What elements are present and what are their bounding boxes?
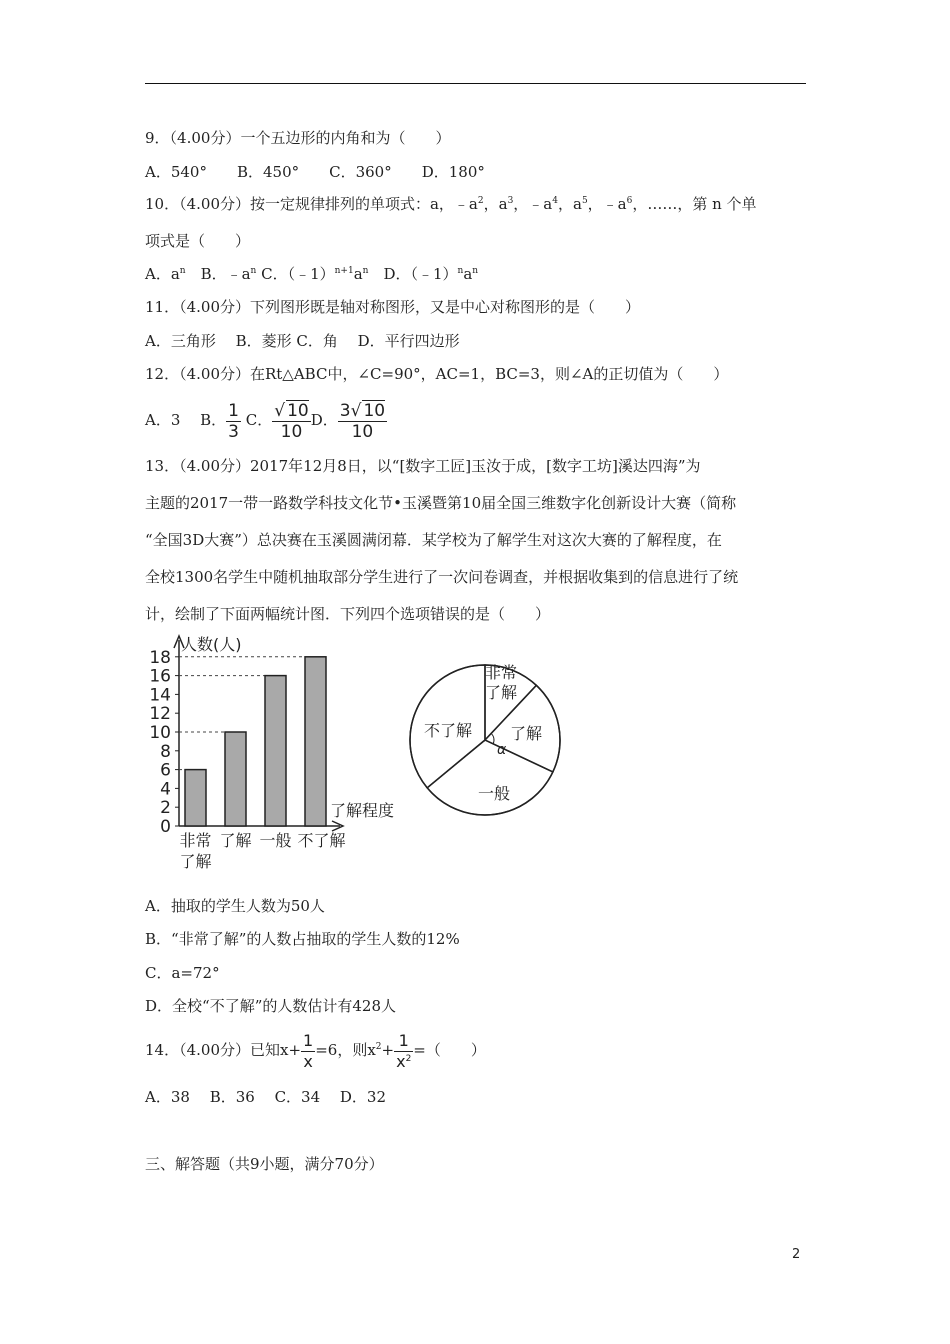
y-tick-label: 0 <box>160 817 171 837</box>
pie-chart <box>405 660 565 820</box>
pie-label: 了解 <box>509 724 543 743</box>
y-tick-label: 12 <box>149 704 171 725</box>
bar-不了解 <box>305 657 326 826</box>
q13-option-a: A．抽取的学生人数为50人 <box>145 897 325 915</box>
q13-option-c: C．a=72° <box>145 964 220 982</box>
x-category-label: 了解 <box>179 852 212 871</box>
q9-stem: 9．（4.00分）一个五边形的内角和为（ ） <box>145 129 451 147</box>
fraction-one-over-x-squared: $\frac{1}{x^2}$ <box>396 1030 412 1071</box>
q10-stem-line1: 10．（4.00分）按一定规律排列的单项式：a，$﹣a^2$，$a^3$，$﹣a^4$，$a^5$，$﹣a^6$，……，第 n 个单 <box>145 195 757 213</box>
pie-label: 了解 <box>484 683 518 702</box>
pie-label: 一般 <box>477 784 511 803</box>
q13-stem-line2: 主题的2017一带一路数学科技文化节•玉溪暨第10届全国三维数字化创新设计大赛（简称 <box>145 494 737 512</box>
y-axis-label: 人数(人) <box>181 635 242 654</box>
q14-options: A．38 B．36 C．34 D．32 <box>145 1088 387 1106</box>
q13-stem-line4: 全校1300名学生中随机抽取部分学生进行了一次问卷调查，并根据收集到的信息进行了统 <box>145 568 739 586</box>
x-axis-label: 了解程度 <box>330 801 395 820</box>
x-category-label: 非常 <box>179 831 212 850</box>
q10-stem-line2: 项式是（ ） <box>145 232 251 250</box>
page-number: 2 <box>792 1247 801 1262</box>
header-rule <box>145 83 806 84</box>
y-tick-label: 6 <box>160 760 171 781</box>
q12-options: A．3 B． $\frac{1}{3}$ C． $\frac{√ 10}{10}$ D． $\frac{3√ 10}{10}$ <box>145 400 386 442</box>
q10-options: A．$a^n$ B．$﹣a^n$ C．$(﹣1)^{n+1}a^n$ D．$(﹣1)^na^n$ <box>145 265 479 283</box>
q13-option-b: B．“非常了解”的人数占抽取的学生人数的12% <box>145 930 460 948</box>
q14-stem: 14．（4.00分）已知x+ $\frac{1}{x}$ =6，则$x^2+$ $\frac{1}{x^2}$ =（ ） <box>145 1030 486 1071</box>
q12-stem: 12．（4.00分）在Rt△ABC中，∠C=90°，AC=1，BC=3，则∠A的正切值为（ ） <box>145 365 729 383</box>
fraction-one-third: $\frac{1}{3}$ <box>228 400 239 442</box>
y-tick-label: 18 <box>149 647 171 668</box>
x-category-label: 不了解 <box>297 831 346 850</box>
q13-stem-line5: 计，绘制了下面两幅统计图．下列四个选项错误的是（ ） <box>145 605 551 623</box>
section-3-heading: 三、解答题（共9小题，满分70分） <box>145 1155 384 1173</box>
fraction-3root10-over-10: $\frac{3√ 10}{10}$ <box>339 401 386 442</box>
y-tick-label: 2 <box>160 798 171 819</box>
q13-stem-line3: “全国3D大赛”）总决赛在玉溪圆满闭幕．某学校为了解学生对这次大赛的了解程度，在 <box>145 531 722 549</box>
q11-stem: 11．（4.00分）下列图形既是轴对称图形，又是中心对称图形的是（ ） <box>145 298 640 316</box>
q13-option-d: D．全校“不了解”的人数估计有428人 <box>145 997 396 1015</box>
x-category-label: 一般 <box>259 831 292 850</box>
y-tick-label: 10 <box>149 723 171 743</box>
bar-一般 <box>265 676 286 826</box>
bar-非常了解 <box>185 770 206 826</box>
q11-options: A．三角形 B．菱形 C．角 D．平行四边形 <box>145 332 460 350</box>
y-tick-label: 14 <box>149 685 171 706</box>
angle-alpha-label: α <box>497 742 507 758</box>
fraction-one-over-x: $\frac{1}{x}$ <box>303 1030 314 1071</box>
x-category-label: 了解 <box>219 831 252 850</box>
pie-label: 非常 <box>484 663 518 682</box>
q13-stem-line1: 13．（4.00分）2017年12月8日，以“[数字工匠]玉汝于成，[数字工坊]溪达四海”为 <box>145 457 701 475</box>
pie-label: 不了解 <box>423 721 473 740</box>
q9-options: A．540° B．450° C．360° D．180° <box>145 163 485 181</box>
y-tick-label: 16 <box>149 666 171 687</box>
bar-了解 <box>225 732 246 826</box>
bar-chart <box>140 628 410 873</box>
y-tick-label: 4 <box>160 779 171 800</box>
y-tick-label: 8 <box>160 741 171 762</box>
fraction-root10-over-10: $\frac{√ 10}{10}$ <box>274 401 309 442</box>
